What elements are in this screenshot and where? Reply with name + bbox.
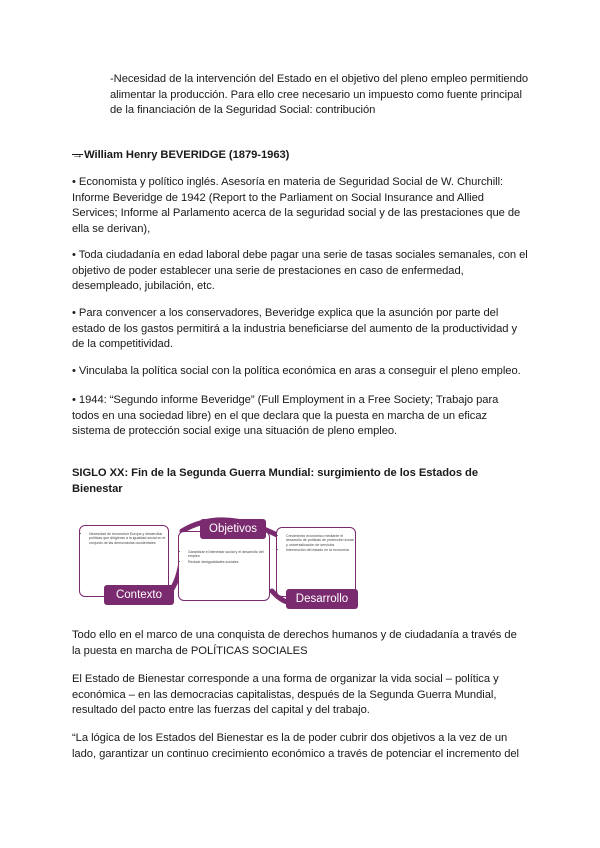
- objetivos-box: [178, 531, 270, 601]
- objetivos-item: • Garantizar el bienestar social y el desarrollo del empleo: [188, 550, 269, 559]
- arrow-icon: →: [72, 149, 84, 161]
- bullet-1: • Economista y político inglés. Asesoría en materia de Seguridad Social de W. Churchill: Informe Beveridge de 1942 (Report to the Parliament on Social Insurance and Allied Services; Informe al Parlamento acerca de la seguridad social y de las prestaciones que de ella se derivan),: [72, 176, 521, 235]
- beveridge-heading-text: William Henry BEVERIDGE (1879-1963): [84, 149, 290, 161]
- beveridge-heading: [72, 148, 289, 164]
- objetivos-item: • Reducir desigualdades sociales: [188, 560, 269, 564]
- contexto-label: Contexto: [104, 585, 174, 605]
- bullet-2: • Toda ciudadanía en edad laboral debe pagar una serie de tasas sociales semanales, con el objetivo de poder establecer una serie de prestaciones en caso de enfermedad, desempleado, jubilación, etc.: [72, 249, 528, 292]
- paragraph-logica: “La lógica de los Estados del Bienestar es la de poder cubrir dos objetivos a la vez de un lado, garantizar un continuo crecimiento económico a través de potenciar el incremento del: [72, 732, 519, 760]
- desarrollo-item: • Intervención del estado en la economía: [286, 548, 355, 552]
- bullet-4: • Vinculaba la política social con la política económica en aras a conseguir el pleno empleo.: [72, 365, 521, 377]
- bullet-5: • 1944: “Segundo informe Beveridge” (Full Employment in a Free Society; Trabajo para todos en una sociedad libre) en el que declara que la puesta en marcha de un eficaz sistema de protección social exige una situación de pleno empleo.: [72, 394, 499, 437]
- objetivos-label: Objetivos: [200, 519, 266, 539]
- section-heading: SIGLO XX: Fin de la Segunda Guerra Mundial: surgimiento de los Estados de Bienestar: [72, 467, 479, 495]
- desarrollo-label: Desarrollo: [286, 589, 358, 609]
- contexto-item: • Necesidad de reconstruir Europa y desarrollar políticas que dirigieran a la igualdad social en el conjunto de las democracias occidentales: [89, 532, 168, 545]
- desarrollo-box: [276, 527, 356, 597]
- paragraph-politicas: Todo ello en el marco de una conquista de derechos humanos y de ciudadanía a través de la puesta en marcha de POLÍTICAS SOCIALES: [72, 629, 517, 657]
- paragraph-estado-bienestar: El Estado de Bienestar corresponde a una forma de organizar la vida social – política y económica – en las democracias capitalistas, después de la Segunda Guerra Mundial, resultado del pacto entre las fuerzas del capital y del trabajo.: [72, 673, 499, 716]
- process-diagram: [72, 513, 362, 613]
- desarrollo-item: • Crecimiento económico mediante el desarrollo de políticas de protección social y universalización de servicios: [286, 534, 355, 547]
- intro-paragraph: -Necesidad de la intervención del Estado en el objetivo del pleno empleo permitiendo alimentar la producción. Para ello cree necesario un impuesto como fuente principal de la financiación de la Seguridad Social: contribución: [110, 73, 529, 116]
- bullet-3: • Para convencer a los conservadores, Beveridge explica que la asunción por parte del estado de los gastos permitirá a la industria beneficiarse del aumento de la productividad y de la competitividad.: [72, 307, 518, 350]
